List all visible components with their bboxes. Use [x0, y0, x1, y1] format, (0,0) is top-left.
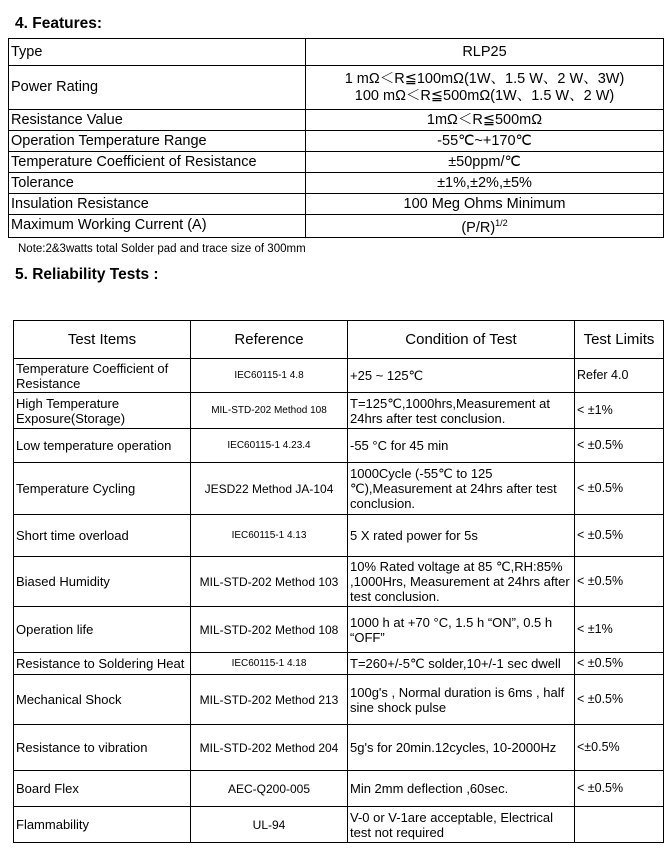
features-section-title: 4. Features:	[15, 15, 103, 32]
feature-value: 1mΩ＜R≦500mΩ	[306, 110, 664, 131]
test-condition: 5g's for 20min.12cycles, 10-2000Hz	[348, 725, 575, 771]
test-reference: IEC60115-1 4.23.4	[191, 429, 348, 463]
table-row	[9, 66, 664, 110]
header-limits: Test Limits	[575, 321, 664, 359]
table-row	[14, 557, 664, 607]
test-item: Biased Humidity	[14, 557, 191, 607]
table-row	[9, 173, 664, 194]
header-test-items: Test Items	[14, 321, 191, 359]
header-reference: Reference	[191, 321, 348, 359]
test-condition: 1000Cycle (-55℃ to 125 ℃),Measurement at 24hrs after test conclusion.	[348, 463, 575, 515]
table-header-row	[14, 321, 664, 359]
test-limit	[575, 807, 664, 843]
table-row	[14, 675, 664, 725]
header-condition: Condition of Test	[348, 321, 575, 359]
test-item: Low temperature operation	[14, 429, 191, 463]
test-condition: -55 °C for 45 min	[348, 429, 575, 463]
test-limit: Refer 4.0	[575, 359, 664, 393]
test-reference: IEC60115-1 4.18	[191, 653, 348, 675]
feature-label: Power Rating	[9, 66, 306, 110]
features-table	[8, 38, 664, 238]
test-item: Resistance to Soldering Heat	[14, 653, 191, 675]
feature-value: ±50ppm/℃	[306, 152, 664, 173]
table-row	[14, 607, 664, 653]
test-limit: < ±0.5%	[575, 653, 664, 675]
feature-value	[306, 66, 664, 110]
test-reference: MIL-STD-202 Method 204	[191, 725, 348, 771]
test-reference: UL-94	[191, 807, 348, 843]
test-limit: < ±0.5%	[575, 463, 664, 515]
feature-label: Insulation Resistance	[9, 194, 306, 215]
power-rating-line-2: 100 mΩ＜R≦500mΩ(1W、1.5 W、2 W)	[354, 87, 615, 104]
table-row	[9, 215, 664, 238]
table-row	[14, 359, 664, 393]
test-condition: 10% Rated voltage at 85 ℃,RH:85% ,1000Hrs, Measurement at 24hrs after test conclusion.	[348, 557, 575, 607]
feature-label: Operation Temperature Range	[9, 131, 306, 152]
test-limit: < ±1%	[575, 607, 664, 653]
features-note: Note:2&3watts total Solder pad and trace size of 300mm	[18, 243, 306, 255]
test-item: Operation life	[14, 607, 191, 653]
test-condition: T=260+/-5℃ solder,10+/-1 sec dwell	[348, 653, 575, 675]
test-limit: < ±0.5%	[575, 771, 664, 807]
max-current-exponent: 1/2	[495, 218, 508, 228]
feature-label: Type	[9, 39, 306, 66]
test-condition: 1000 h at +70 °C, 1.5 h “ON”, 0.5 h “OFF”	[348, 607, 575, 653]
table-row	[9, 194, 664, 215]
test-limit: <±0.5%	[575, 725, 664, 771]
test-item: Resistance to vibration	[14, 725, 191, 771]
test-reference: IEC60115-1 4.13	[191, 515, 348, 557]
feature-label: Maximum Working Current (A)	[9, 215, 306, 238]
table-row	[14, 463, 664, 515]
table-row	[9, 131, 664, 152]
test-condition: V-0 or V-1are acceptable, Electrical test not required	[348, 807, 575, 843]
table-row	[14, 515, 664, 557]
test-reference: JESD22 Method JA-104	[191, 463, 348, 515]
feature-value: ±1%,±2%,±5%	[306, 173, 664, 194]
test-item: Temperature Cycling	[14, 463, 191, 515]
test-item: Temperature Coefficient of Resistance	[14, 359, 191, 393]
feature-value: RLP25	[306, 39, 664, 66]
table-row	[14, 771, 664, 807]
test-condition: Min 2mm deflection ,60sec.	[348, 771, 575, 807]
table-row	[14, 429, 664, 463]
table-row	[14, 725, 664, 771]
feature-value: -55℃~+170℃	[306, 131, 664, 152]
test-condition: 5 X rated power for 5s	[348, 515, 575, 557]
test-reference: MIL-STD-202 Method 103	[191, 557, 348, 607]
test-condition: T=125℃,1000hrs,Measurement at 24hrs after test conclusion.	[348, 393, 575, 429]
feature-label: Temperature Coefficient of Resistance	[9, 152, 306, 173]
test-item: High Temperature Exposure(Storage)	[14, 393, 191, 429]
reliability-section-title: 5. Reliability Tests :	[15, 266, 159, 283]
feature-value	[306, 215, 664, 238]
test-limit: < ±0.5%	[575, 557, 664, 607]
test-reference: AEC-Q200-005	[191, 771, 348, 807]
test-condition: +25 ~ 125℃	[348, 359, 575, 393]
test-limit: < ±0.5%	[575, 429, 664, 463]
feature-label: Resistance Value	[9, 110, 306, 131]
test-item: Mechanical Shock	[14, 675, 191, 725]
test-reference: MIL-STD-202 Method 108	[191, 393, 348, 429]
table-row	[9, 110, 664, 131]
test-reference: MIL-STD-202 Method 108	[191, 607, 348, 653]
max-current-formula: (P/R)	[461, 219, 496, 236]
table-row	[9, 152, 664, 173]
table-row	[14, 807, 664, 843]
feature-value: 100 Meg Ohms Minimum	[306, 194, 664, 215]
test-reference: MIL-STD-202 Method 213	[191, 675, 348, 725]
test-item: Flammability	[14, 807, 191, 843]
test-limit: < ±0.5%	[575, 675, 664, 725]
test-reference: IEC60115-1 4.8	[191, 359, 348, 393]
power-rating-line-1: 1 mΩ＜R≦100mΩ(1W、1.5 W、2 W、3W)	[344, 70, 625, 87]
table-row	[14, 653, 664, 675]
test-item: Board Flex	[14, 771, 191, 807]
test-limit: < ±1%	[575, 393, 664, 429]
test-condition: 100g's , Normal duration is 6ms , half sine shock pulse	[348, 675, 575, 725]
test-item: Short time overload	[14, 515, 191, 557]
table-row	[9, 39, 664, 66]
test-limit: < ±0.5%	[575, 515, 664, 557]
table-row	[14, 393, 664, 429]
feature-label: Tolerance	[9, 173, 306, 194]
reliability-table	[13, 320, 664, 843]
